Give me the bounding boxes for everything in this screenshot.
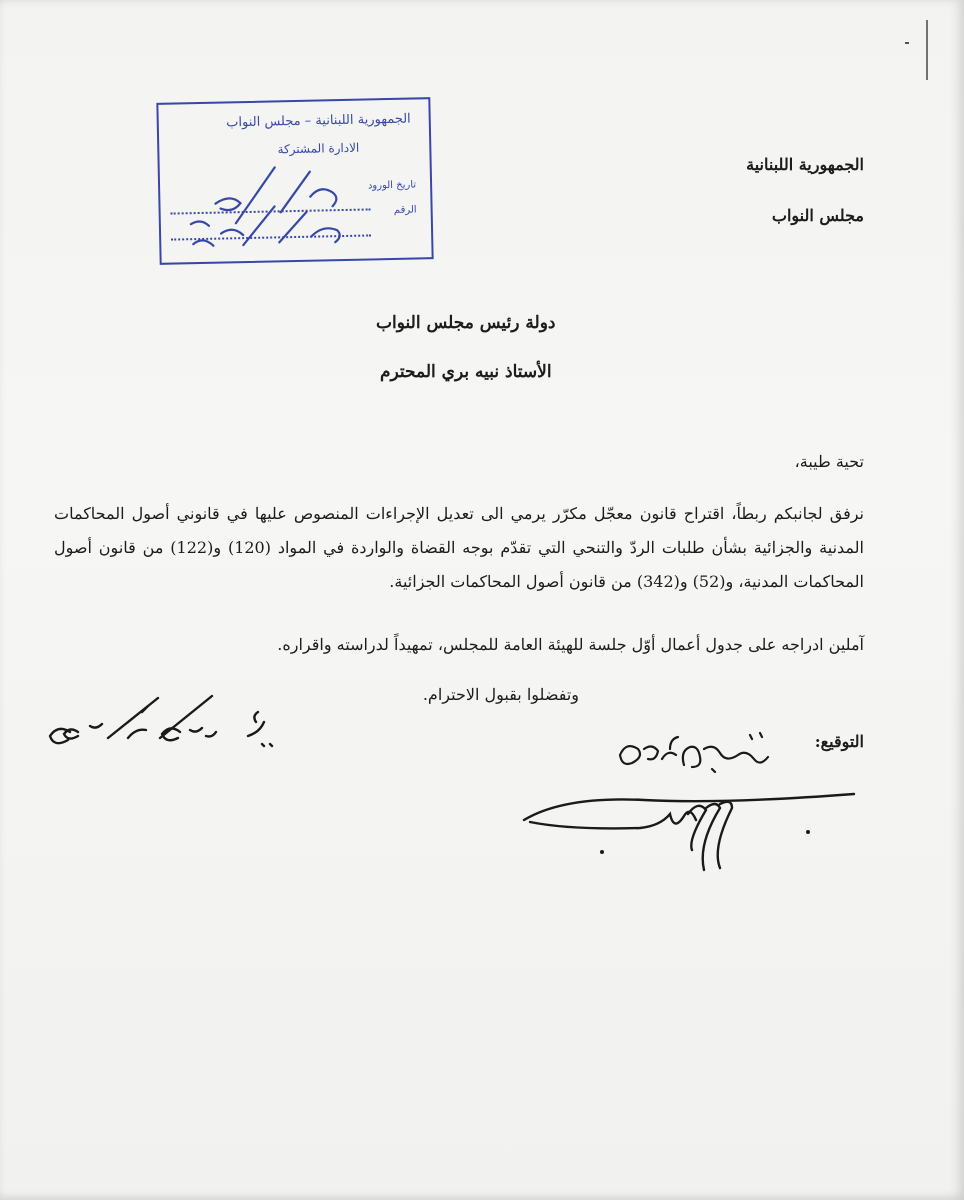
header-republic: الجمهورية اللبنانية [746, 155, 864, 174]
handwritten-date [30, 690, 300, 760]
addressee-title: دولة رئيس مجلس النواب [376, 313, 556, 333]
stamp-date-label: تاريخ الورود [367, 179, 417, 192]
received-stamp [156, 97, 433, 265]
handwritten-name-signature [600, 725, 800, 795]
stamp-handwritten-entries [158, 99, 431, 263]
page-edge-dot [905, 42, 909, 44]
stamp-number-label: الرقم [393, 204, 417, 216]
greeting: تحية طيبة، [794, 452, 864, 471]
request-line: آملين ادراجه على جدول أعمال أوّل جلسة للهيئة العامة للمجلس، تمهيداً لدراسته واقراره. [277, 635, 864, 654]
stamp-title: الجمهورية اللبنانية – مجلس النواب [226, 111, 411, 131]
signature-label: التوقيع: [814, 732, 864, 751]
header-parliament: مجلس النواب [771, 206, 864, 225]
stamp-department: الادارة المشتركة [277, 140, 360, 157]
body-paragraph [54, 497, 864, 599]
page-edge-mark [926, 20, 928, 80]
closing-line: وتفضلوا بقبول الاحترام. [422, 685, 579, 704]
addressee-name: الأستاذ نبيه بري المحترم [380, 362, 552, 382]
handwritten-signature [520, 790, 860, 890]
body-text: نرفق لجانبكم ربطاً، اقتراح قانون معجّل مكرّر يرمي الى تعديل الإجراءات المنصوص عليها في قانوني أصول المحاكمات المدنية والجزائية بشأن طلبات الردّ والتنحي التي تقدّم بوجه القضاة والواردة في المواد (120) و(122) من قانون أصول المحاكمات المدنية، و(52) و(342) من قانون أصول المحاكمات الجزائية. [54, 504, 864, 591]
